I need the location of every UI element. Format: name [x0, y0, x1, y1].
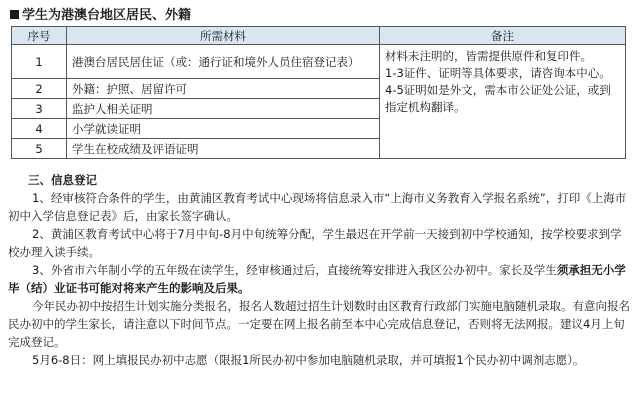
section-heading: [10, 7, 191, 25]
row-number: 4: [12, 119, 67, 139]
note-line: 材料未注明的，皆需提供原件和复印件。: [385, 49, 592, 63]
paragraph-3: [8, 261, 632, 297]
materials-table: [11, 26, 626, 159]
header-notes: 备注: [380, 27, 626, 45]
row-material: 外籍：护照、居留许可: [67, 79, 380, 99]
table-header-row: [12, 27, 626, 45]
paragraph-3-bold-text: 须承担无小学毕（结）业证书可能对将来产生的影响及后果。: [8, 263, 626, 295]
paragraph-5: 5月6-8日：网上填报民办初中志愿（限报1所民办初中参加电脑随机录取，并可填报1个民办初中调剂志愿）。: [32, 353, 585, 367]
black-square-icon: [10, 10, 19, 19]
row-material: 港澳台居民居住证（或：通行证和境外人员住宿登记表）: [67, 45, 380, 79]
row-number: 5: [12, 139, 67, 159]
row-material: 监护人相关证明: [67, 99, 380, 119]
row-material: 学生在校成绩及评语证明: [67, 139, 380, 159]
row-number: 2: [12, 79, 67, 99]
paragraph-4: 今年民办初中按招生计划实施分类报名，报名人数超过招生计划数时由区教育行政部门实施电脑随机录取。有意向报名民办初中的学生家长，请注意以下时间节点。一定要在网上报名前至本中心完成信息登记，否则将无法网报。建议4月上旬完成登记。: [8, 299, 630, 349]
note-line: 4-5证明如是外文，需本市公证处公证，或到指定机构翻译。: [385, 83, 611, 114]
paragraph-2: 2、黄浦区教育考试中心将于7月中旬-8月中旬统筹分配，学生最迟在开学前一天接到初中学校通知，按学校要求到学校办理入读手续。: [8, 227, 622, 259]
paragraph-3-text: 3、外省市六年制小学的五年级在读学生，经审核通过后，直接统筹安排进入我区公办初中。家长及学生: [32, 263, 557, 277]
section-heading-text: 学生为港澳台地区居民、外籍: [22, 8, 192, 23]
info-section-title: 三、信息登记: [28, 173, 97, 187]
row-number: 1: [12, 45, 67, 79]
info-registration-section: [8, 171, 632, 369]
notes-cell: [380, 45, 626, 159]
header-materials: 所需材料: [67, 27, 380, 45]
note-line: 1-3证件、证明等具体要求，请咨询本中心。: [385, 66, 611, 80]
table-row: [12, 45, 626, 79]
paragraph-1: 1、经审核符合条件的学生，由黄浦区教育考试中心现场将信息录入市“上海市义务教育入学报名系统”，打印《上海市初中入学信息登记表》后，由家长签字确认。: [8, 191, 627, 223]
row-number: 3: [12, 99, 67, 119]
row-material: 小学就读证明: [67, 119, 380, 139]
header-number: 序号: [12, 27, 67, 45]
